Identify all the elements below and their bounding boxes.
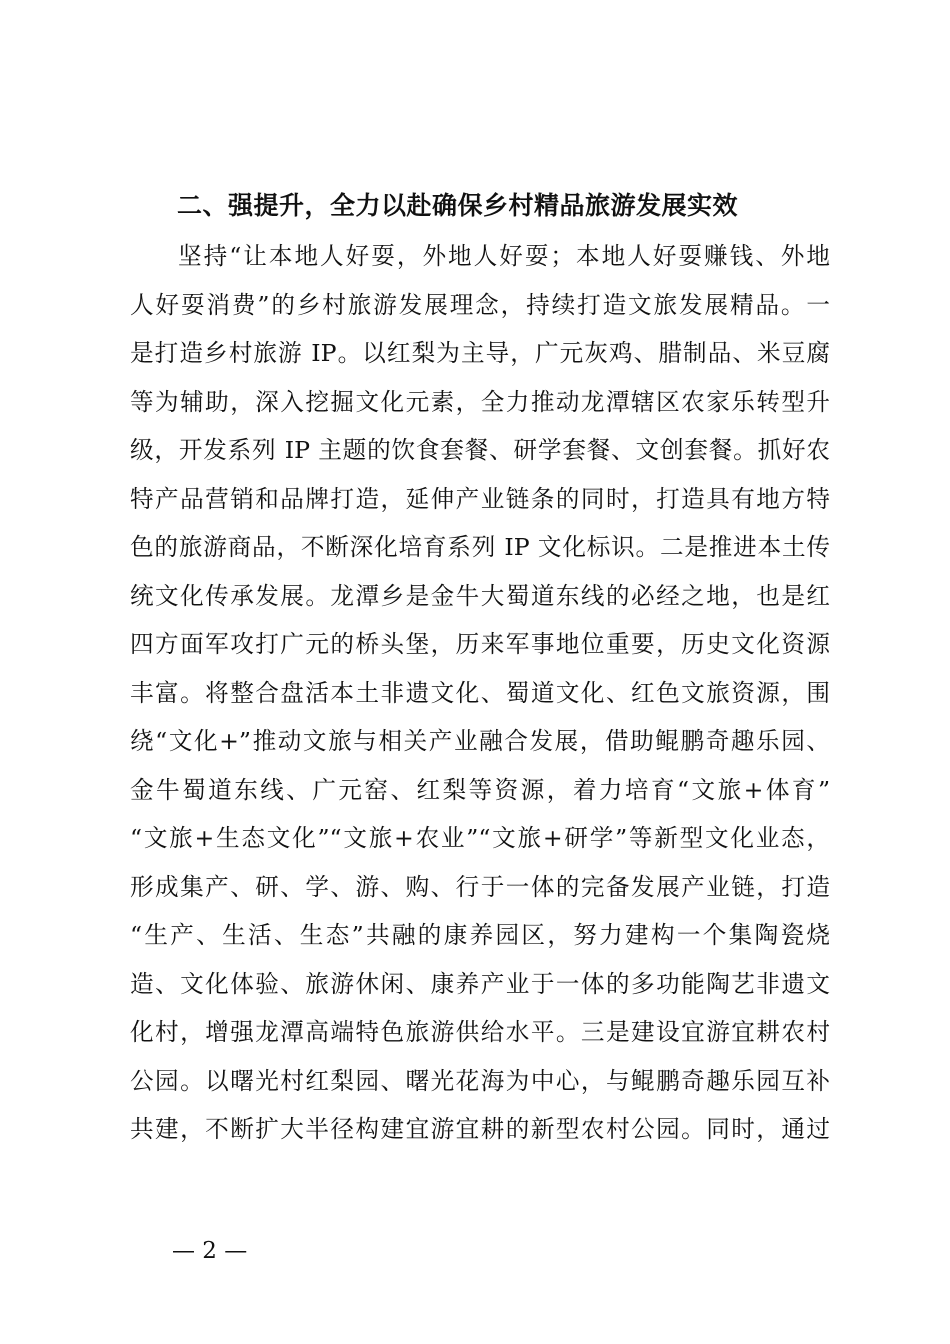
body-paragraph <box>130 232 830 1154</box>
text-line: 色的旅游商品，不断深化培育系列 IP 文化标识。二是推进本土传 <box>130 533 830 561</box>
text-line: 绕“文化+”推动文旅与相关产业融合发展，借助鲲鹏奇趣乐园、 <box>130 727 830 755</box>
text-line: 级，开发系列 IP 主题的饮食套餐、研学套餐、文创套餐。抓好农 <box>130 436 830 464</box>
text-line: “文旅+生态文化”“文旅+农业”“文旅+研学”等新型文化业态， <box>130 824 830 852</box>
text-line: 等为辅助，深入挖掘文化元素，全力推动龙潭辖区农家乐转型升 <box>130 387 830 416</box>
text-line: 金牛蜀道东线、广元窑、红梨等资源，着力培育“文旅+体育” <box>130 775 830 804</box>
text-line: 特产品营销和品牌打造，延伸产业链条的同时，打造具有地方特 <box>130 484 830 513</box>
page-number: — 2 — <box>172 1238 248 1264</box>
text-line: 统文化传承发展。龙潭乡是金牛大蜀道东线的必经之地，也是红 <box>130 581 830 610</box>
text-line: 人好耍消费”的乡村旅游发展理念，持续打造文旅发展精品。一 <box>130 290 830 319</box>
text-line: 坚持“让本地人好耍，外地人好耍；本地人好耍赚钱、外地 <box>178 242 830 270</box>
text-line: 造、文化体验、旅游休闲、康养产业于一体的多功能陶艺非遗文 <box>130 969 830 998</box>
text-line: “生产、生活、生态”共融的康养园区，努力建构一个集陶瓷烧 <box>130 921 830 949</box>
text-line: 是打造乡村旅游 IP。以红梨为主导，广元灰鸡、腊制品、米豆腐 <box>130 339 830 367</box>
section-heading: 二、强提升，全力以赴确保乡村精品旅游发展实效 <box>177 191 739 220</box>
text-line: 公园。以曙光村红梨园、曙光花海为中心，与鲲鹏奇趣乐园互补 <box>130 1066 830 1095</box>
text-line: 形成集产、研、学、游、购、行于一体的完备发展产业链，打造 <box>130 872 830 901</box>
text-line: 化村，增强龙潭高端特色旅游供给水平。三是建设宜游宜耕农村 <box>130 1018 830 1046</box>
text-line: 共建，不断扩大半径构建宜游宜耕的新型农村公园。同时，通过 <box>130 1115 830 1143</box>
text-line: 四方面军攻打广元的桥头堡，历来军事地位重要，历史文化资源 <box>130 630 830 658</box>
text-line: 丰富。将整合盘活本土非遗文化、蜀道文化、红色文旅资源，围 <box>130 678 830 707</box>
